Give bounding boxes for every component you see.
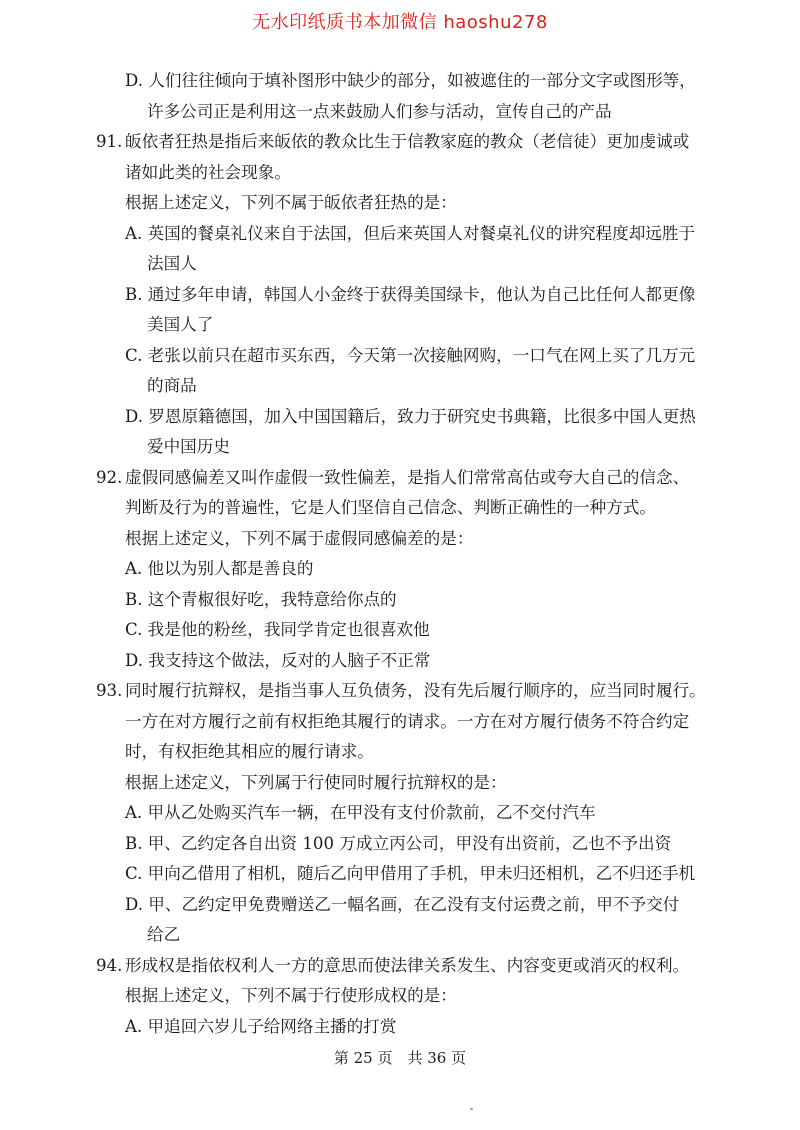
- question-text: 形成权是指依权利人一方的意思而使法律关系发生、内容变更或消灭的权利。: [125, 955, 690, 975]
- page-content: [0, 66, 800, 1042]
- option-line: D. 人们往往倾向于填补图形中缺少的部分，如被遮住的一部分文字或图形等，: [125, 71, 696, 90]
- option-b: B. 这个青椒很好吃，我特意给你点的: [125, 589, 397, 609]
- question-92: [0, 463, 800, 677]
- question-94: [0, 951, 800, 1043]
- question-93: [0, 676, 800, 951]
- question-number: 93.: [96, 681, 123, 700]
- option-d: D. 甲、乙约定甲免费赠送乙一幅名画，在乙没有支付运费之前，甲不予交付: [125, 894, 680, 914]
- option-b: B. 通过多年申请，韩国人小金终于获得美国绿卡，他认为自己比任何人都更像: [125, 284, 696, 304]
- question-stem-line: 时，有权拒绝其相应的履行请求。: [125, 742, 374, 761]
- option-d: D. 我支持这个做法，反对的人脑子不正常: [125, 650, 431, 670]
- question-stem-line: 诸如此类的社会现象。: [125, 162, 291, 182]
- question-text: 虚假同感偏差又叫作虚假一致性偏差，是指人们常常高估或夸大自己的信念、: [125, 467, 690, 487]
- option-c: C. 甲向乙借用了相机，随后乙向甲借用了手机，甲未归还相机，乙不归还手机: [125, 864, 696, 883]
- question-prompt: 根据上述定义，下列不属于行使形成权的是：: [125, 986, 457, 1005]
- question-prompt: 根据上述定义，下列属于行使同时履行抗辩权的是：: [125, 772, 507, 792]
- option-a: A. 甲从乙处购买汽车一辆，在甲没有支付价款前，乙不交付汽车: [125, 803, 596, 822]
- question-stem-line: 判断及行为的普遍性，它是人们坚信自己信念、判断正确性的一种方式。: [125, 498, 656, 517]
- option-a-cont: 法国人: [147, 254, 197, 273]
- option-a: A. 甲追回六岁儿子给网络主播的打赏: [125, 1016, 397, 1036]
- question-stem-line: [0, 676, 800, 707]
- question-number: 91.: [96, 132, 123, 151]
- question-prompt: 根据上述定义，下列不属于虚假同感偏差的是：: [125, 528, 474, 548]
- question-number: 92.: [96, 467, 123, 487]
- previous-option-d: [0, 66, 800, 127]
- option-b: B. 甲、乙约定各自出资 100 万成立丙公司，甲没有出资前，乙也不予出资: [125, 833, 672, 853]
- question-text: 皈依者狂热是指后来皈依的教众比生于信教家庭的教众（老信徒）更加虔诚或: [125, 132, 690, 151]
- option-c: C. 老张以前只在超市买东西，今天第一次接触网购，一口气在网上买了几万元: [125, 345, 696, 365]
- option-line: 许多公司正是利用这一点来鼓励人们参与活动，宣传自己的产品: [147, 101, 612, 121]
- watermark-text: 无水印纸质书本加微信 haoshu278: [252, 12, 548, 33]
- option-a: A. 英国的餐桌礼仪来自于法国，但后来英国人对餐桌礼仪的讲究程度却远胜于: [125, 223, 696, 243]
- scan-speck: [470, 1108, 473, 1110]
- question-text: 同时履行抗辩权，是指当事人互负债务，没有先后履行顺序的，应当同时履行。: [125, 681, 706, 700]
- option-a: A. 他以为别人都是善良的: [125, 559, 314, 578]
- question-91: [0, 127, 800, 463]
- option-c: C. 我是他的粉丝，我同学肯定也很喜欢他: [125, 620, 430, 639]
- question-prompt: 根据上述定义，下列不属于皈依者狂热的是：: [125, 193, 457, 212]
- option-d: D. 罗恩原籍德国，加入中国国籍后，致力于研究史书典籍，比很多中国人更热: [125, 406, 696, 426]
- question-number: 94.: [96, 955, 123, 975]
- question-stem-line: [0, 951, 800, 982]
- option-b-cont: 美国人了: [147, 315, 214, 334]
- question-stem-line: 一方在对方履行之前有权拒绝其履行的请求。一方在对方履行债务不符合约定: [125, 711, 690, 731]
- question-stem-line: [0, 127, 800, 158]
- option-c-cont: 的商品: [147, 376, 197, 395]
- question-stem-line: [0, 463, 800, 494]
- option-d-cont: 爱中国历史: [147, 437, 230, 456]
- option-d-cont: 给乙: [147, 925, 181, 944]
- page-footer: 第 25 页 共 36 页: [333, 1049, 467, 1067]
